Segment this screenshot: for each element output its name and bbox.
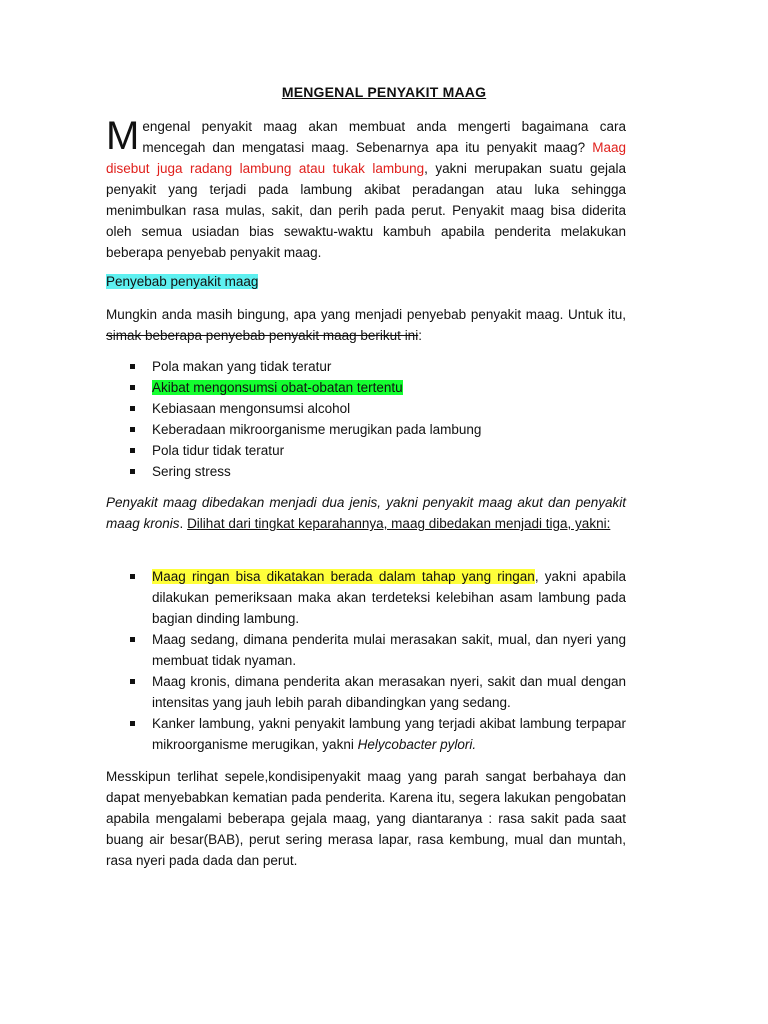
list-item [106, 356, 626, 377]
closing-block [106, 766, 626, 871]
bullet-icon [130, 469, 135, 474]
dropcap-letter: M [106, 114, 140, 158]
bullet-icon [130, 364, 135, 369]
bullet-icon [130, 448, 135, 453]
type-2-text: Maag sedang, dimana penderita mulai merasakan sakit, mual, dan nyeri yang membuat tidak nyaman. [152, 632, 626, 668]
section-heading: Penyebab penyakit maag [106, 274, 259, 289]
causes-intro-colon: : [418, 328, 422, 343]
causes-struck-text: simak beberapa penyebab penyakit maag berikut ini [106, 328, 419, 343]
types-list-block [106, 566, 626, 755]
cause-text-highlighted: Akibat mengonsumsi obat-obatan tertentu [152, 380, 403, 395]
bullet-icon [130, 385, 135, 390]
cause-text: Sering stress [152, 464, 231, 479]
list-item [106, 461, 626, 482]
bullet-icon [130, 679, 135, 684]
causes-intro-paragraph [106, 304, 626, 346]
causes-intro-block [106, 304, 626, 346]
list-item [106, 398, 626, 419]
cause-text: Kebiasaan mengonsumsi alcohol [152, 401, 351, 416]
intro-paragraph [106, 116, 626, 263]
causes-list-block [106, 356, 626, 482]
bullet-icon [130, 406, 135, 411]
causes-list [106, 356, 626, 482]
cause-text: Pola makan yang tidak teratur [152, 359, 332, 374]
intro-red-text: Maag disebut juga radang lambung atau tukak lambung [106, 140, 626, 176]
list-item [106, 713, 626, 755]
intro-text-1: engenal penyakit maag akan membuat anda mengerti bagaimana cara mencegah dan mengatasi maag. Sebenarnya apa itu penyakit maag? [142, 119, 626, 155]
cause-text: Pola tidur tidak teratur [152, 443, 285, 458]
intro-text-2: , yakni merupakan suatu gejala penyakit yang terjadi pada lambung akibat peradangan atau luka sehingga menimbulkan rasa mulas, sakit, dan perih pada perut. Penyakit maag bisa diderita oleh semua usiadan bias sewaktu-waktu kambuh apabila penderita melakukan beberapa penyebab penyakit maag. [106, 161, 626, 260]
types-intro-italic: Penyakit maag dibedakan menjadi dua jenis, yakni penyakit maag akut dan penyakit maag kronis [106, 495, 626, 531]
bullet-icon [130, 574, 135, 579]
types-intro-underlined: Dilihat dari tingkat keparahannya, maag dibedakan menjadi tiga, yakni: [187, 516, 611, 531]
intro-section [106, 116, 626, 263]
bullet-icon [130, 721, 135, 726]
causes-heading-block [106, 274, 626, 289]
list-item [106, 440, 626, 461]
list-item [106, 629, 626, 671]
type-1-highlight: Maag ringan bisa dikatakan berada dalam tahap yang ringan [152, 569, 535, 584]
types-intro-block [106, 492, 626, 534]
causes-intro-text: Mungkin anda masih bingung, apa yang menjadi penyebab penyakit maag. Untuk itu, [106, 307, 626, 322]
list-item [106, 566, 626, 629]
list-item [106, 377, 626, 398]
page-title: MENGENAL PENYAKIT MAAG [281, 84, 487, 100]
type-4-italic: Helycobacter pylori. [357, 737, 477, 752]
types-intro-paragraph [106, 492, 626, 534]
type-1-text: , yakni apabila dilakukan pemeriksaan maka akan terdeteksi kelebihan asam lambung pada bagian dinding lambung. [152, 569, 627, 626]
list-item [106, 419, 626, 440]
list-item [106, 671, 626, 713]
types-intro-dot: . [179, 516, 188, 531]
type-4-text: Kanker lambung, yakni penyakit lambung yang terjadi akibat lambung terpapar mikroorganisme merugikan, yakni [152, 716, 626, 752]
bullet-icon [130, 427, 135, 432]
types-list [106, 566, 626, 755]
type-3-text: Maag kronis, dimana penderita akan merasakan nyeri, sakit dan mual dengan intensitas yang jauh lebih parah dibandingkan yang sedang. [152, 674, 626, 710]
bullet-icon [130, 637, 135, 642]
closing-paragraph: Messkipun terlihat sepele,kondisipenyakit maag yang parah sangat berbahaya dan dapat menyebabkan kematian pada penderita. Karena itu, segera lakukan pengobatan apabila mengalami beberapa gejala maag, yang diantaranya : rasa sakit pada saat buang air besar(BAB), perut sering merasa lapar, rasa kembung, mual dan muntah, rasa nyeri pada dada dan perut. [106, 769, 626, 868]
cause-text: Keberadaan mikroorganisme merugikan pada lambung [152, 422, 482, 437]
